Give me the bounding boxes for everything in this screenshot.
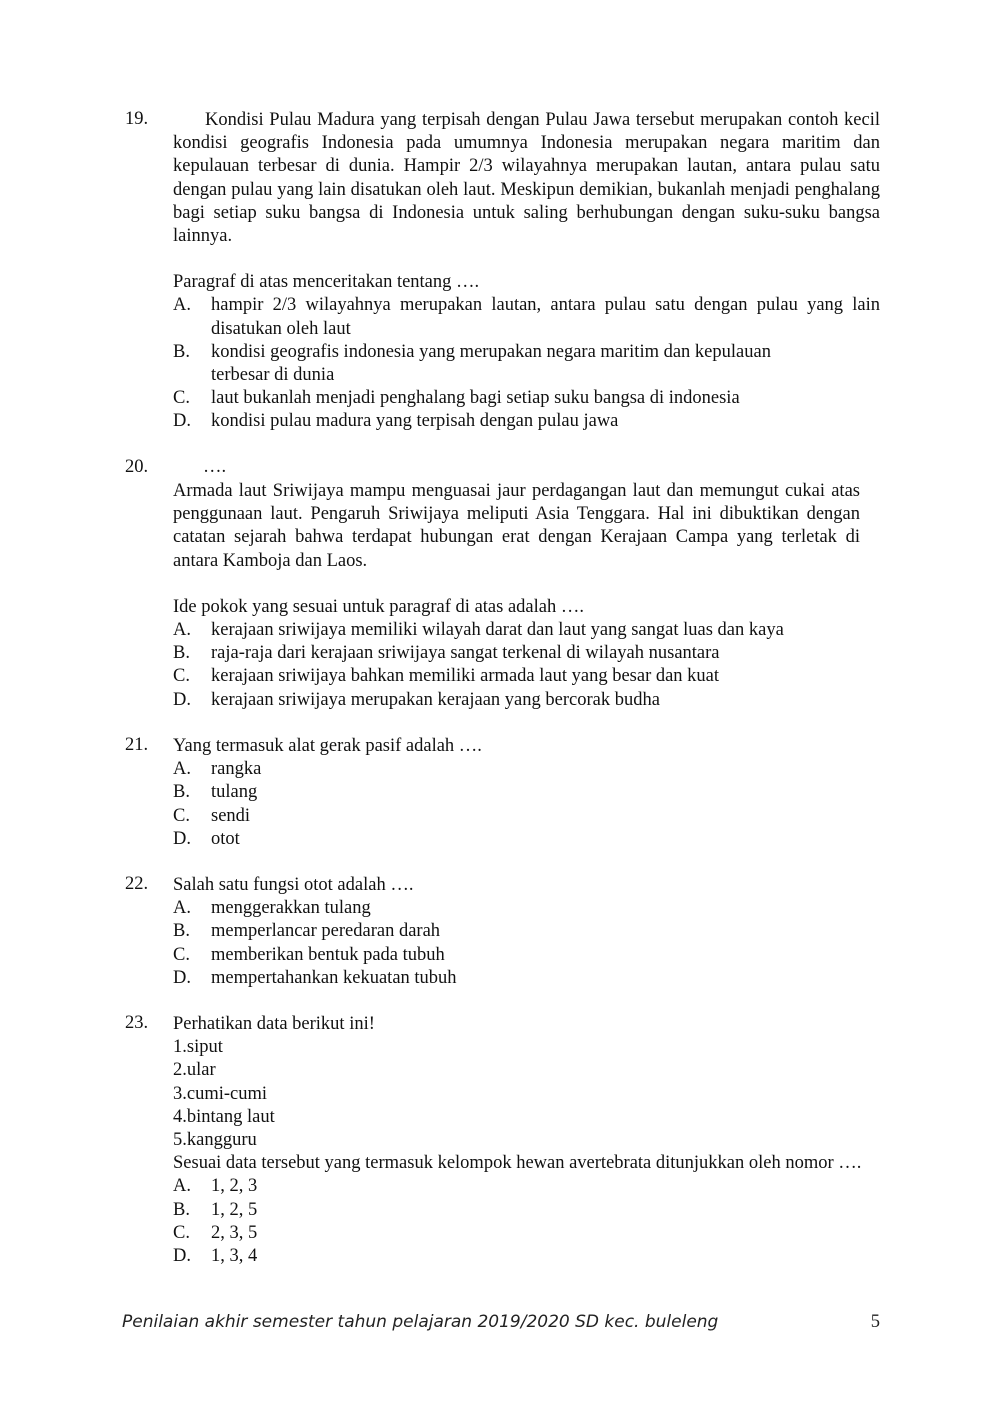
option-letter: A. bbox=[173, 898, 191, 919]
option-text: memberikan bentuk pada tubuh bbox=[211, 944, 445, 965]
option-text: laut bukanlah menjadi penghalang bagi setiap suku bangsa di indonesia bbox=[211, 388, 740, 409]
question-paragraph: Kondisi Pulau Madura yang terpisah dengan Pulau Jawa tersebut merupakan contoh kecil kondisi geografis Indonesia pada umumnya Indonesia merupakan negara maritim dan kepulauan terbesar di dunia. Hampir 2/3 wilayahnya merupakan lautan, antara pulau satu dengan pulau yang lain disatukan oleh laut. Meskipun demikian, bukanlah menjadi penghalang bagi setiap suku bangsa di Indonesia untuk saling berhubungan dengan suku-suku bangsa lainnya. bbox=[173, 110, 880, 247]
option-letter: D. bbox=[173, 689, 191, 710]
option-text: hampir 2/3 wilayahnya merupakan lautan, antara pulau satu dengan pulau yang lain disatukan oleh laut bbox=[211, 295, 880, 339]
option-b[interactable] bbox=[173, 920, 880, 943]
question-number: 22. bbox=[125, 874, 149, 894]
question-stem: Yang termasuk alat gerak pasif adalah …. bbox=[173, 736, 482, 756]
option-letter: C. bbox=[173, 944, 190, 965]
question-number: 19. bbox=[125, 109, 149, 129]
option-d[interactable] bbox=[173, 967, 880, 990]
option-text: mempertahankan kekuatan tubuh bbox=[211, 967, 457, 988]
option-letter: C. bbox=[173, 1222, 190, 1243]
option-b[interactable] bbox=[173, 1199, 880, 1222]
question-stem: Paragraf di atas menceritakan tentang …. bbox=[173, 272, 480, 293]
option-d[interactable] bbox=[173, 828, 880, 851]
question-lead: …. bbox=[203, 457, 227, 477]
question-stem: Salah satu fungsi otot adalah …. bbox=[173, 875, 414, 895]
option-letter: B. bbox=[173, 643, 190, 664]
option-text: kerajaan sriwijaya merupakan kerajaan yang bercorak budha bbox=[211, 689, 660, 710]
data-item: 5.kangguru bbox=[173, 1130, 257, 1151]
option-text: sendi bbox=[211, 805, 251, 826]
option-text: otot bbox=[211, 828, 240, 849]
option-letter: B. bbox=[173, 1199, 190, 1220]
option-text: 2, 3, 5 bbox=[211, 1222, 258, 1243]
option-text: kondisi pulau madura yang terpisah dengan pulau jawa bbox=[211, 411, 619, 432]
option-letter: C. bbox=[173, 666, 190, 687]
option-letter: B. bbox=[173, 782, 190, 803]
option-c[interactable] bbox=[173, 944, 880, 967]
option-text: menggerakkan tulang bbox=[211, 898, 371, 919]
question-stem: Ide pokok yang sesuai untuk paragraf di atas adalah …. bbox=[173, 596, 584, 617]
option-letter: D. bbox=[173, 411, 191, 432]
option-d[interactable] bbox=[173, 1245, 880, 1268]
option-a[interactable] bbox=[173, 897, 880, 920]
footer-text: Penilaian akhir semester tahun pelajaran 2019/2020 SD kec. buleleng bbox=[122, 1312, 719, 1332]
option-a[interactable] bbox=[173, 1175, 880, 1198]
option-text: raja-raja dari kerajaan sriwijaya sangat terkenal di wilayah nusantara bbox=[211, 643, 720, 664]
option-text: kerajaan sriwijaya bahkan memiliki armada laut yang besar dan kuat bbox=[211, 666, 720, 687]
option-text: rangka bbox=[211, 759, 262, 780]
option-letter: A. bbox=[173, 759, 191, 780]
option-a[interactable] bbox=[173, 619, 860, 642]
option-b[interactable] bbox=[173, 781, 880, 804]
option-text: memperlancar peredaran darah bbox=[211, 921, 441, 942]
option-letter: D. bbox=[173, 1246, 191, 1267]
page-footer bbox=[122, 1312, 880, 1332]
question-text: Sesuai data tersebut yang termasuk kelompok hewan avertebrata ditunjukkan oleh nomor …. bbox=[173, 1153, 862, 1174]
option-text: 1, 3, 4 bbox=[211, 1246, 258, 1267]
option-c[interactable] bbox=[173, 387, 880, 410]
option-text: kerajaan sriwijaya memiliki wilayah darat dan laut yang sangat luas dan kaya bbox=[211, 620, 784, 641]
option-text: 1, 2, 5 bbox=[211, 1199, 258, 1220]
option-c[interactable] bbox=[173, 665, 860, 688]
option-letter: A. bbox=[173, 1176, 191, 1197]
option-letter: C. bbox=[173, 388, 190, 409]
option-b[interactable] bbox=[173, 642, 860, 665]
option-text: tulang bbox=[211, 782, 258, 803]
question-number: 23. bbox=[125, 1013, 149, 1033]
question-number: 20. bbox=[125, 457, 149, 477]
option-c[interactable] bbox=[173, 1222, 880, 1245]
question-number: 21. bbox=[125, 735, 149, 755]
option-a[interactable] bbox=[173, 758, 880, 781]
question-stem: Perhatikan data berikut ini! bbox=[173, 1014, 375, 1034]
data-item: 4.bintang laut bbox=[173, 1106, 275, 1127]
question-22 bbox=[125, 874, 880, 990]
option-letter: A. bbox=[173, 295, 191, 316]
data-item: 2.ular bbox=[173, 1060, 216, 1081]
option-d[interactable] bbox=[173, 410, 880, 433]
question-23 bbox=[125, 1013, 880, 1268]
data-item: 3.cumi-cumi bbox=[173, 1083, 268, 1104]
option-a[interactable] bbox=[173, 294, 880, 340]
question-20 bbox=[125, 457, 880, 712]
option-letter: C. bbox=[173, 805, 190, 826]
option-letter: B. bbox=[173, 921, 190, 942]
question-21 bbox=[125, 735, 880, 851]
question-19 bbox=[125, 109, 880, 434]
page-number: 5 bbox=[870, 1312, 880, 1332]
data-item: 1.siput bbox=[173, 1037, 223, 1058]
option-text: kondisi geografis indonesia yang merupakan negara maritim dan kepulauan terbesar di dunia bbox=[211, 341, 771, 386]
option-letter: D. bbox=[173, 828, 191, 849]
option-letter: A. bbox=[173, 620, 191, 641]
option-c[interactable] bbox=[173, 805, 880, 828]
option-letter: D. bbox=[173, 967, 191, 988]
option-letter: B. bbox=[173, 341, 190, 362]
question-paragraph: Armada laut Sriwijaya mampu menguasai jaur perdagangan laut dan memungut cukai atas penggunaan laut. Pengaruh Sriwijaya meliputi Asia Tenggara. Hal ini dibuktikan dengan catatan sejarah bahwa terdapat hubungan erat dengan Kerajaan Campa yang terletak di antara Kamboja dan Laos. bbox=[173, 481, 860, 571]
option-d[interactable] bbox=[173, 689, 860, 712]
option-text: 1, 2, 3 bbox=[211, 1176, 258, 1197]
option-b[interactable] bbox=[173, 341, 880, 387]
